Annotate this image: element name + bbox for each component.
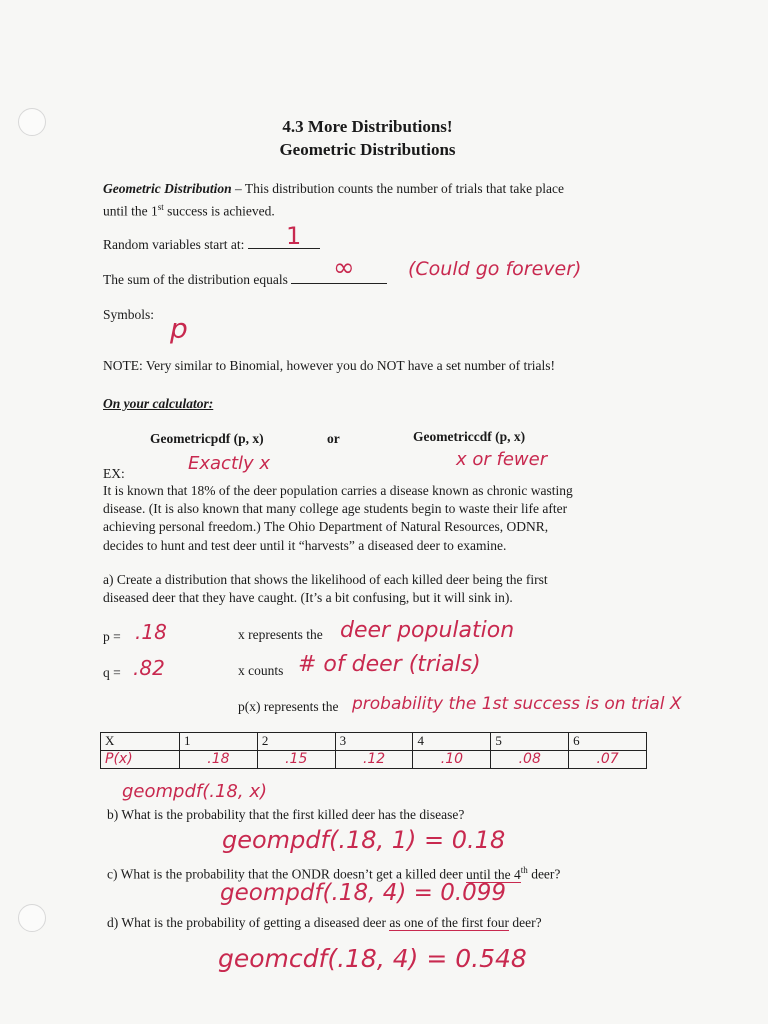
part-b-question: b) What is the probability that the first killed deer has the disease? (107, 807, 465, 822)
part-d-end: deer? (509, 915, 542, 930)
page-title: 4.3 More Distributions! (282, 117, 453, 136)
punch-hole-bottom (18, 904, 46, 932)
table-header-cell: X (101, 733, 180, 751)
page-subtitle: Geometric Distributions (279, 140, 456, 159)
x-counts-label: x counts (238, 663, 284, 678)
symbols-label: Symbols: (103, 307, 155, 322)
table-header-row (101, 733, 647, 751)
example-line-1: It is known that 18% of the deer population carries a disease known as chronic wasting (103, 483, 573, 498)
part-d-underlined: as one of the first four (389, 915, 510, 930)
table-header-cell: 3 (335, 733, 413, 751)
part-c-underlined: until the 4 (466, 866, 521, 882)
part-c-start: c) What is the probability that the ONDR doesn’t get a killed deer (107, 866, 467, 882)
calculator-heading: On your calculator: (103, 396, 214, 411)
part-a-line-1: a) Create a distribution that shows the likelihood of each killed deer being the first (103, 572, 548, 587)
cdf-note: x or fewer (456, 449, 548, 470)
table-cell: .12 (335, 751, 413, 769)
example-line-4: decides to hunt and test deer until it “harvests” a diseased deer to examine. (103, 538, 507, 553)
part-c-answer: geompdf(.18, 4) = 0.099 (220, 880, 507, 906)
table-row (101, 751, 647, 769)
px-label: p(x) represents the (238, 699, 339, 714)
part-d-question (107, 914, 542, 932)
x-counts-answer: # of deer (trials) (298, 652, 481, 677)
definition (103, 180, 623, 221)
sum-label: The sum of the distribution equals (103, 272, 288, 287)
sum-answer: ∞ (333, 253, 355, 283)
q-value: .82 (133, 656, 165, 680)
cdf-label: Geometriccdf (p, x) (413, 429, 526, 444)
table-cell: .15 (257, 751, 335, 769)
p-value: .18 (135, 620, 167, 644)
px-answer: probability the 1st success is on trial X (352, 694, 682, 714)
table-header-cell: 6 (569, 733, 647, 751)
sum-note: (Could go forever) (408, 258, 582, 280)
part-b-answer: geompdf(.18, 1) = 0.18 (222, 826, 506, 854)
table-header-cell: 4 (413, 733, 491, 751)
pdf-note: Exactly x (188, 453, 271, 474)
table-cell: .18 (180, 751, 258, 769)
x-represents-answer: deer population (340, 618, 515, 643)
table-header-cell: 2 (257, 733, 335, 751)
example-line-3: achieving personal freedom.) The Ohio Department of Natural Resources, ODNR, (103, 519, 549, 534)
part-c-sup: th (520, 865, 528, 875)
table-header-cell: 1 (180, 733, 258, 751)
part-a-line-2: diseased deer that they have caught. (It’s a bit confusing, but it will sink in). (103, 590, 513, 605)
definition-sup: st (157, 202, 164, 212)
table-cell: .08 (491, 751, 569, 769)
table-cell: .07 (569, 751, 647, 769)
definition-text-a: – This distribution counts the number of trials that take place (231, 181, 564, 196)
part-d-start: d) What is the probability of getting a diseased deer (107, 915, 390, 930)
or-label: or (327, 431, 340, 446)
x-represents-label: x represents the (238, 627, 323, 642)
symbols-answer: p (170, 312, 188, 345)
work-a: geompdf(.18, x) (122, 781, 268, 802)
definition-text-b: until the 1 (103, 203, 158, 219)
definition-text-c: success is achieved. (163, 203, 275, 219)
part-c-end: deer? (527, 866, 561, 882)
random-vars-answer: 1 (286, 222, 302, 250)
table-cell: .10 (413, 751, 491, 769)
pdf-label: Geometricpdf (p, x) (150, 431, 264, 446)
q-label: q = (103, 665, 121, 680)
table-header-cell: 5 (491, 733, 569, 751)
note: NOTE: Very similar to Binomial, however you do NOT have a set number of trials! (103, 358, 556, 373)
definition-term: Geometric Distribution (103, 181, 232, 196)
p-label: p = (103, 629, 121, 644)
example-label: EX: (103, 466, 125, 481)
example-line-2: disease. (It is also known that many college age students begin to waste their life after (103, 501, 568, 516)
random-vars-label: Random variables start at: (103, 237, 248, 252)
distribution-table (100, 732, 647, 769)
part-d-answer: geomcdf(.18, 4) = 0.548 (218, 944, 527, 973)
table-row-label: P(x) (101, 751, 180, 769)
